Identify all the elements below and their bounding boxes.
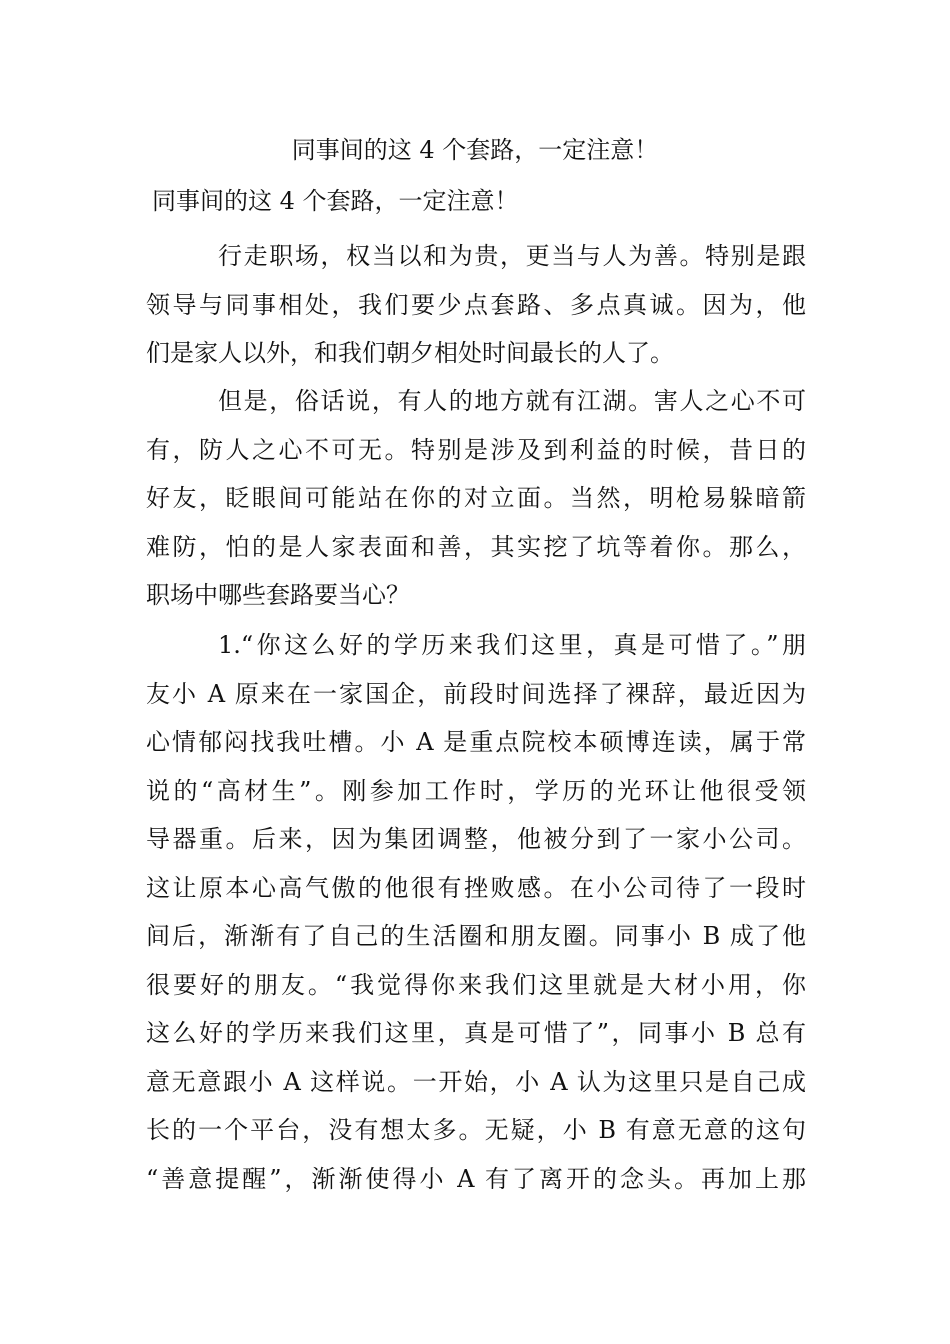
paragraph-line: 好友，眨眼间可能站在你的对立面。当然，明枪易躲暗箭 <box>146 484 806 512</box>
paragraph-line: 领导与同事相处，我们要少点套路、多点真诚。因为，他 <box>146 290 806 319</box>
paragraph-line: 意无意跟小 A 这样说。一开始，小 A 认为这里只是自己成 <box>146 1067 806 1096</box>
paragraph-line: 友小 A 原来在一家国企，前段时间选择了裸辞，最近因为 <box>146 679 806 708</box>
paragraph-line: 行走职场，权当以和为贵，更当与人为善。特别是跟 <box>218 242 806 270</box>
paragraph-line: 心情郁闷找我吐槽。小 A 是重点院校本硕博连读，属于常 <box>146 728 806 756</box>
paragraph-line: 这么好的学历来我们这里，真是可惜了”，同事小 B 总有 <box>146 1019 806 1047</box>
document-title-centered: 同事间的这 4 个套路，一定注意！ <box>291 136 659 164</box>
paragraph-line: 这让原本心高气傲的他很有挫败感。在小公司待了一段时 <box>146 873 806 902</box>
paragraph-line: 间后，渐渐有了自己的生活圈和朋友圈。同事小 B 成了他 <box>146 922 806 950</box>
paragraph-line: 但是，俗话说，有人的地方就有江湖。害人之心不可 <box>218 387 806 415</box>
paragraph-line: 说的“高材生”。刚参加工作时，学历的光环让他很受领 <box>146 776 806 805</box>
paragraph-line: 职场中哪些套路要当心？ <box>146 581 410 609</box>
paragraph-line: 很要好的朋友。“我觉得你来我们这里就是大材小用，你 <box>146 970 806 999</box>
paragraph-line: 们是家人以外，和我们朝夕相处时间最长的人了。 <box>146 339 674 367</box>
paragraph-line: 难防，怕的是人家表面和善，其实挖了坑等着你。那么， <box>146 532 806 561</box>
paragraph-1 <box>146 232 806 378</box>
paragraph-line: “善意提醒”，渐渐使得小 A 有了离开的念头。再加上那 <box>146 1164 806 1193</box>
document-title-left: 同事间的这 4 个套路，一定注意！ <box>152 187 519 215</box>
paragraph-2 <box>146 377 806 620</box>
paragraph-line: 有，防人之心不可无。特别是涉及到利益的时候，昔日的 <box>146 435 806 464</box>
paragraph-3 <box>146 621 806 1203</box>
paragraph-line: 导器重。后来，因为集团调整，他被分到了一家小公司。 <box>146 825 806 853</box>
paragraph-line: 1.“你这么好的学历来我们这里，真是可惜了。”朋 <box>218 631 806 659</box>
paragraph-line: 长的一个平台，没有想太多。无疑，小 B 有意无意的这句 <box>146 1116 806 1144</box>
